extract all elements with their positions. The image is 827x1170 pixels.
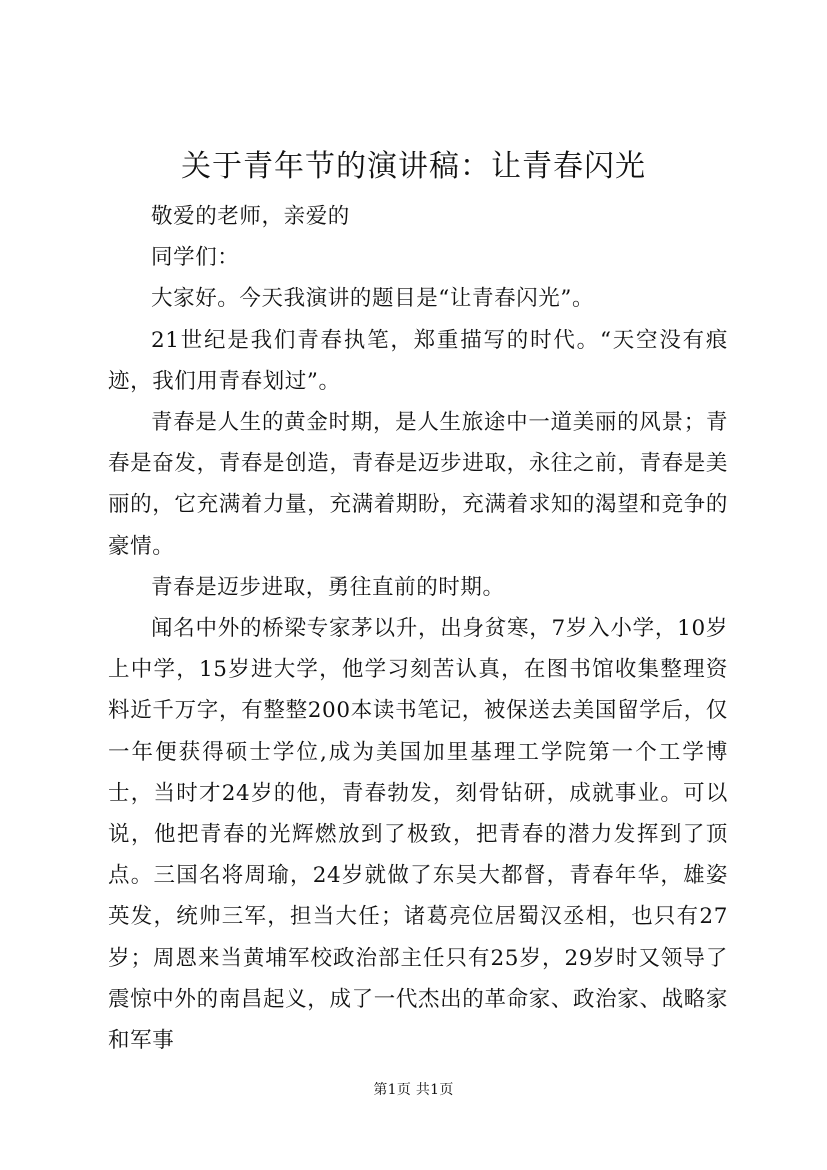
paragraph-salutation-2: 同学们： (151, 245, 240, 271)
paragraph-salutation-1: 敬爱的老师，亲爱的 (151, 204, 350, 229)
paragraph-examples: 闻名中外的桥梁专家茅以升，出身贫寒，7岁入小学，10岁上中学，15岁进大学，他学习刻苦认真，在图书馆收集整理资料近千万字，有整整200本读书笔记，被保送去美国留学后，仅一年便获得硕士学位,成为美国加里基理工学院第一个工学博士，当时才24岁的他，青春勃发，刻骨钻研，成就事业。可以说，他把青春的光辉燃放到了极致，把青春的潜力发挥到了顶点。三国名将周瑜，24岁就做了东吴大都督，青春年华，雄姿英发，统帅三军，担当大任；诸葛亮位居蜀汉丞相，也只有27岁；周恩来当黄埔军校政治部主任只有25岁，29岁时又领导了震惊中外的南昌起义，成了一代杰出的革命家、政治家、战略家和军事 (108, 616, 728, 1054)
paragraph-youth-golden: 青春是人生的黄金时期，是人生旅途中一道美丽的风景；青春是奋发，青春是创造，青春是迈步进取，永往之前，青春是美丽的，它充满着力量，充满着期盼，充满着求知的渴望和竞争的豪情。 (108, 410, 728, 559)
paragraph-youth-progress: 青春是迈步进取，勇往直前的时期。 (151, 574, 505, 600)
paragraph-century: 21世纪是我们青春执笔，郑重描写的时代。“天空没有痕迹，我们用青春划过”。 (108, 327, 728, 394)
page-title: 关于青年节的演讲稿：让青春闪光 (181, 149, 646, 184)
document-body (108, 196, 728, 1061)
paragraph-greeting: 大家好。今天我演讲的题目是“让青春闪光”。 (151, 286, 595, 312)
page-footer: 第1页 共1页 (373, 1082, 454, 1098)
